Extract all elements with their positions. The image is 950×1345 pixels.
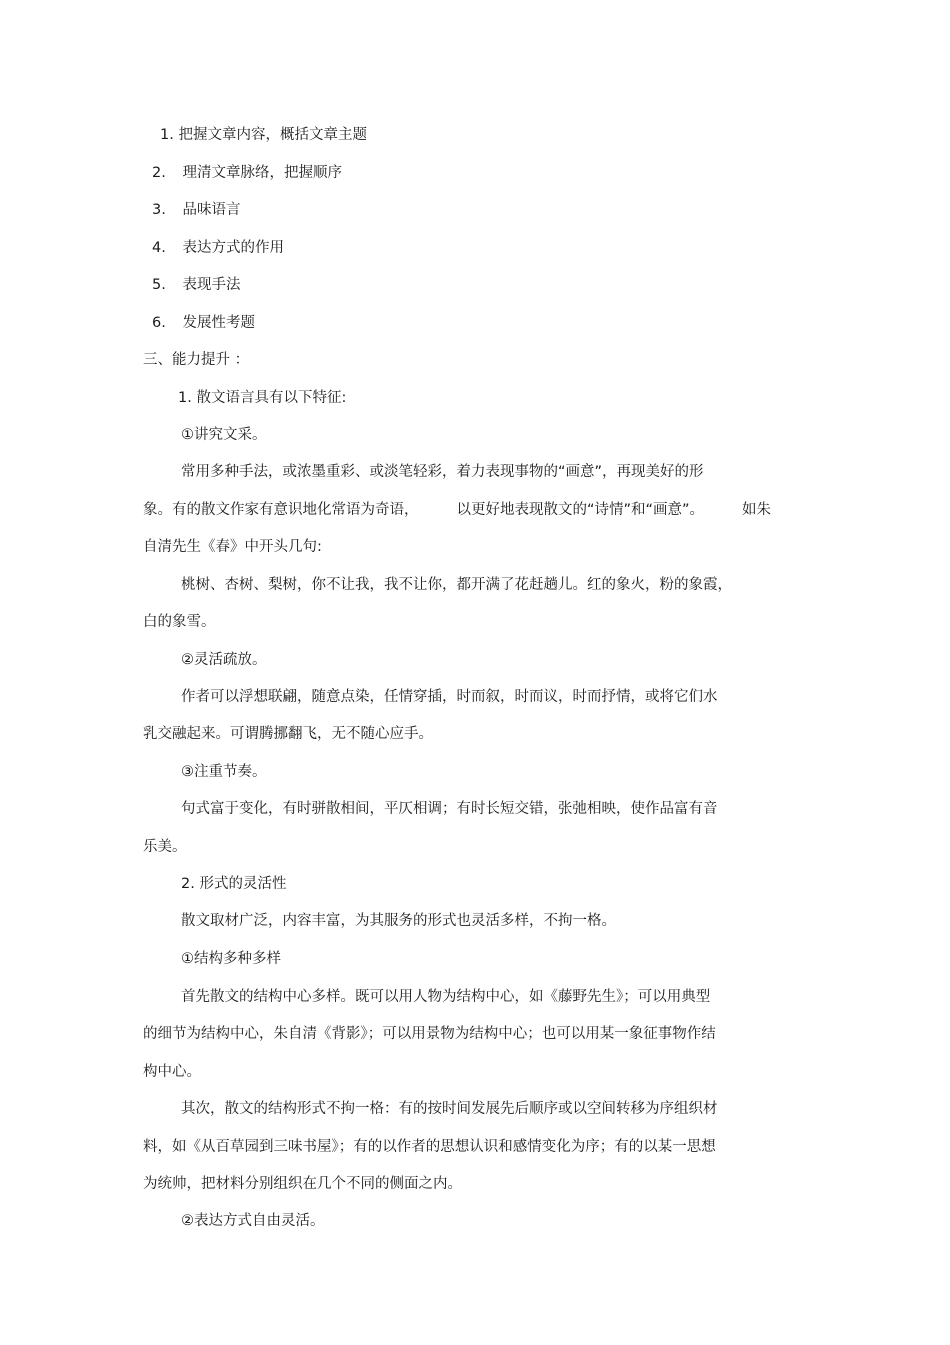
list-text: 发展性考题 [182, 315, 255, 331]
paragraph-line: 句式富于变化，有时骈散相间，平仄相调；有时长短交错，张弛相映，使作品富有音 [181, 801, 718, 817]
point-title: ③注重节奏。 [181, 764, 267, 780]
list-item [152, 200, 240, 220]
list-text: 品味语言 [182, 202, 241, 218]
point-title: ②灵活疏放。 [181, 652, 267, 668]
list-number: 1. [160, 127, 174, 143]
paragraph-line: 白的象雪。 [143, 614, 216, 630]
list-number: 4. [152, 240, 166, 256]
paragraph-line [143, 500, 771, 520]
list-text: 把握文章内容，概括文章主题 [178, 127, 367, 143]
paragraph-line: 料，如《从百草园到三味书屋》；有的以作者的思想认识和感情变化为序；有的以某一思想 [143, 1139, 716, 1155]
list-item [160, 125, 367, 145]
paragraph-line: 作者可以浮想联翩，随意点染，任情穿插，时而叙，时而议，时而抒情，或将它们水 [181, 689, 718, 705]
list-item [152, 275, 240, 295]
paragraph-line: 乐美。 [143, 839, 187, 855]
paragraph-line: 散文取材广泛，内容丰富，为其服务的形式也灵活多样，不拘一格。 [181, 913, 616, 929]
list-item [152, 238, 284, 258]
paragraph-line: 其次，散文的结构形式不拘一格：有的按时间发展先后顺序或以空间转移为序组织材 [181, 1101, 718, 1117]
paragraph-segment: 象。有的散文作家有意识地化常语为奇语， [143, 502, 419, 518]
list-item [152, 163, 342, 183]
list-text: 理清文章脉络，把握顺序 [182, 165, 342, 181]
section-heading: 三、能力提升 ： [143, 352, 250, 368]
paragraph-line: 为统帅，把材料分别组织在几个不同的侧面之内。 [143, 1176, 462, 1192]
point-title: ②表达方式自由灵活。 [181, 1213, 325, 1229]
subsection-heading: 2. 形式的灵活性 [181, 876, 287, 892]
subsection-heading: 1. 散文语言具有以下特征: [178, 390, 347, 406]
list-item [152, 313, 255, 333]
list-number: 3. [152, 202, 166, 218]
paragraph-line: 构中心。 [143, 1064, 201, 1080]
list-number: 5. [152, 277, 166, 293]
paragraph-segment: 如朱 [742, 502, 772, 518]
list-number: 6. [152, 315, 166, 331]
list-text: 表现手法 [182, 277, 241, 293]
paragraph-line: 自清先生《春》中开头几句: [143, 539, 322, 555]
paragraph-line: 首先散文的结构中心多样。既可以用人物为结构中心，如《藤野先生》；可以用典型 [181, 989, 711, 1005]
point-title: ①讲究文采。 [181, 427, 267, 443]
paragraph-line: 桃树、杏树、梨树，你不让我，我不让你，都开满了花赶趟儿。红的象火，粉的象霞， [181, 577, 732, 593]
paragraph-line: 的细节为结构中心，朱自清《背影》；可以用景物为结构中心；也可以用某一象征事物作结 [143, 1026, 716, 1042]
paragraph-line: 常用多种手法，或浓墨重彩、或淡笔轻彩，着力表现事物的“画意”，再现美好的形 [181, 464, 704, 480]
paragraph-line: 乳交融起来。可谓腾挪翻飞，无不随心应手。 [143, 726, 433, 742]
paragraph-segment: 以更好地表现散文的“诗情”和“画意”。 [456, 502, 705, 518]
list-text: 表达方式的作用 [182, 240, 284, 256]
list-number: 2. [152, 165, 166, 181]
point-title: ①结构多种多样 [181, 951, 281, 967]
